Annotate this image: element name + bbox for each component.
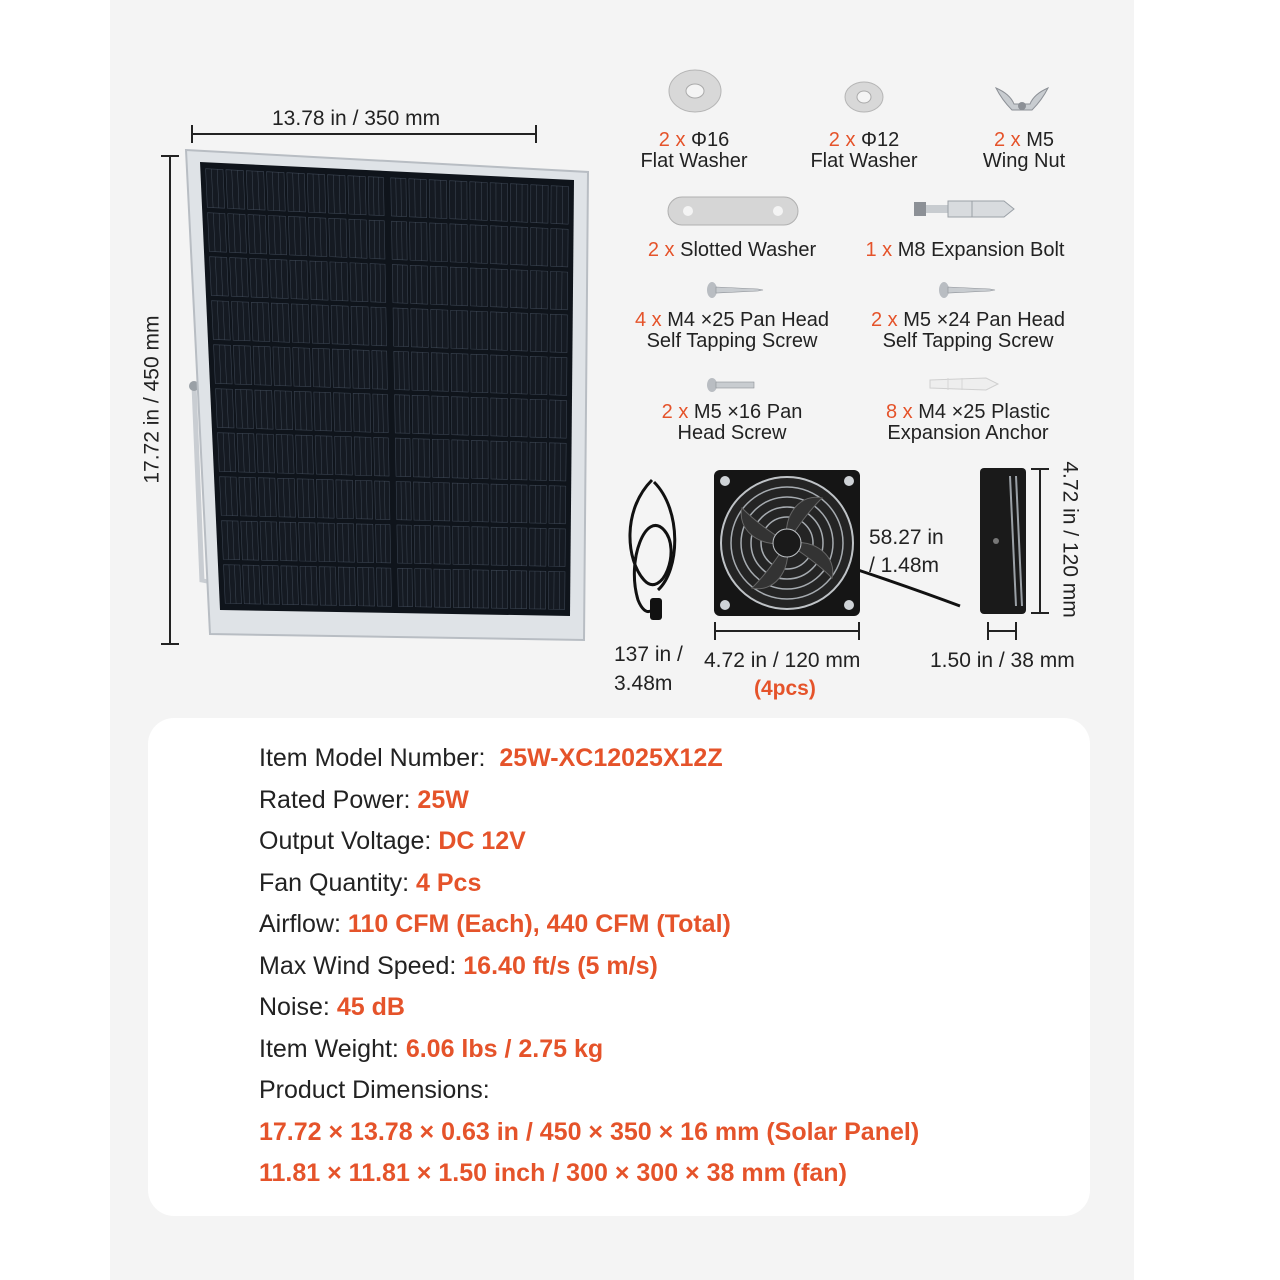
solar-cell: [470, 225, 487, 264]
self-tapping-screw-m4-icon: [706, 280, 764, 300]
solar-cell: [530, 356, 547, 394]
wing-nut-icon: [992, 84, 1052, 114]
solar-cell: [212, 301, 231, 340]
solar-cell: [268, 215, 287, 254]
solar-cell: [375, 481, 390, 520]
solar-cell: [337, 523, 354, 562]
solar-cell: [491, 355, 508, 393]
solar-cell: [276, 434, 294, 473]
accessory-plastic-anchor-label: 8 x M4 ×25 Plastic Expansion Anchor: [886, 401, 1050, 444]
plastic-anchor-icon: [928, 372, 1000, 396]
solar-cell: [491, 398, 508, 436]
solar-cell: [223, 565, 241, 604]
spec-output-voltage: Output Voltage: DC 12V: [259, 827, 526, 855]
solar-cell: [450, 224, 468, 263]
solar-cell: [356, 524, 373, 563]
solar-cell: [472, 527, 489, 565]
solar-cell: [412, 395, 429, 434]
solar-cell: [214, 345, 233, 384]
solar-cell: [230, 258, 249, 297]
accessory-wing-nut-label: 2 x M5 Wing Nut: [982, 129, 1066, 172]
solar-cell: [231, 301, 250, 340]
solar-cell: [355, 480, 372, 519]
fan-depth-dimension-line: [987, 630, 1017, 632]
solar-cell: [452, 440, 469, 478]
solar-cell: [530, 442, 547, 480]
solar-cell: [350, 263, 368, 302]
solar-cell: [413, 482, 430, 521]
solar-cell: [233, 345, 251, 384]
solar-cell: [415, 569, 432, 607]
solar-cell: [332, 349, 350, 388]
solar-cell: [296, 435, 314, 474]
spec-rated-power: Rated Power: 25W: [259, 786, 469, 814]
solar-cell: [551, 186, 569, 225]
solar-cell: [310, 261, 328, 300]
fan-cable-length-label: 58.27 in / 1.48m: [869, 526, 944, 577]
panel-width-label: 13.78 in / 350 mm: [272, 107, 441, 130]
solar-cell: [210, 257, 229, 296]
solar-cell: [368, 177, 384, 216]
solar-cell: [393, 308, 408, 347]
solar-cell: [372, 351, 388, 390]
solar-cell: [452, 483, 469, 521]
solar-cell: [357, 567, 374, 606]
solar-cell: [267, 172, 286, 211]
solar-cell: [491, 441, 508, 479]
solar-cell: [330, 262, 348, 301]
solar-cell: [218, 433, 236, 472]
spec-dimensions-fan: 11.81 × 11.81 × 1.50 inch / 300 × 300 × 38 mm (fan): [259, 1159, 847, 1187]
solar-cell: [550, 314, 567, 352]
solar-cell: [451, 397, 468, 436]
self-tapping-screw-m5-icon: [938, 280, 996, 300]
solar-cell: [257, 434, 275, 473]
solar-cell: [291, 304, 309, 343]
solar-cell: [228, 214, 247, 253]
solar-cell: [271, 303, 289, 342]
solar-cell: [451, 310, 468, 349]
spec-airflow: Airflow: 110 CFM (Each), 440 CFM (Total): [259, 910, 731, 938]
panel-width-dimension-line: [191, 133, 537, 135]
solar-cell: [316, 479, 334, 518]
solar-cell: [530, 271, 547, 309]
solar-cell: [369, 220, 385, 259]
solar-cell: [430, 266, 448, 305]
solar-cell: [391, 178, 407, 217]
solar-cell: [250, 258, 269, 297]
solar-cell: [491, 527, 507, 565]
fan-height-dimension-line: [1039, 468, 1041, 614]
solar-cell: [290, 260, 308, 299]
solar-cell: [510, 313, 527, 351]
solar-cell: [470, 182, 488, 221]
solar-cell: [313, 348, 331, 387]
solar-cell: [376, 568, 391, 606]
solar-cell: [279, 522, 297, 561]
solar-cell: [373, 394, 388, 433]
solar-cell: [550, 357, 567, 395]
solar-cell: [432, 396, 449, 435]
solar-cell: [490, 183, 507, 222]
solar-cell: [530, 485, 547, 523]
washer-16-icon: [666, 68, 724, 114]
accessory-expansion-bolt-label: 1 x M8 Expansion Bolt: [865, 239, 1065, 261]
solar-cell: [549, 443, 566, 481]
solar-cell: [208, 213, 227, 252]
solar-cell: [453, 569, 470, 607]
fan-side-image: [976, 466, 1032, 616]
panel-height-dimension-line: [169, 155, 171, 645]
solar-cell: [241, 521, 259, 560]
specifications-card: [148, 718, 1090, 1216]
solar-cell: [311, 305, 329, 344]
solar-cell: [216, 389, 234, 428]
solar-cell: [429, 180, 447, 219]
solar-cell: [294, 391, 312, 430]
solar-cell: [398, 568, 413, 606]
solar-cell: [275, 391, 293, 430]
solar-cell: [413, 439, 430, 478]
solar-cell: [433, 526, 450, 564]
solar-cell: [253, 346, 271, 385]
solar-cell: [471, 354, 488, 393]
solar-cell: [430, 223, 448, 262]
spec-noise: Noise: 45 dB: [259, 993, 405, 1021]
solar-cell: [336, 480, 354, 519]
accessory-washer-12-label: 2 x Φ12 Flat Washer: [810, 129, 918, 172]
spec-fan-quantity: Fan Quantity: 4 Pcs: [259, 869, 482, 897]
spec-model: Item Model Number: 25W-XC12025X12Z: [259, 744, 723, 772]
solar-cell: [529, 571, 545, 609]
solar-cell: [471, 311, 488, 350]
accessory-m4-screw-label: 4 x M4 ×25 Pan Head Self Tapping Screw: [634, 309, 830, 352]
solar-cell: [314, 392, 332, 431]
solar-cell: [258, 478, 276, 517]
solar-cell: [510, 399, 527, 437]
solar-cell: [549, 486, 566, 524]
pan-head-screw-icon: [706, 376, 756, 394]
solar-cell: [510, 184, 527, 223]
solar-cell: [453, 526, 470, 564]
solar-cell: [278, 478, 296, 517]
solar-cell: [315, 436, 333, 475]
solar-cell: [472, 484, 489, 522]
solar-cell: [491, 484, 508, 522]
solar-cell: [239, 477, 257, 516]
solar-cell: [243, 565, 261, 604]
solar-cell: [391, 221, 407, 260]
solar-cell: [333, 393, 351, 432]
solar-cell: [354, 437, 372, 476]
solar-cell: [335, 436, 353, 475]
solar-cell: [409, 222, 427, 261]
solar-cell: [353, 393, 371, 432]
solar-cell: [550, 271, 567, 309]
solar-cell: [411, 352, 428, 391]
solar-cell: [226, 170, 245, 209]
solar-cell: [255, 390, 273, 429]
solar-cell: [530, 399, 547, 437]
accessory-m5-screw-label: 2 x M5 ×24 Pan Head Self Tapping Screw: [870, 309, 1066, 352]
solar-cell: [510, 571, 526, 609]
solar-cell: [471, 440, 488, 478]
solar-cell: [376, 524, 391, 563]
accessory-washer-16-label: 2 x Φ16 Flat Washer: [640, 129, 748, 172]
solar-cell: [331, 305, 349, 344]
solar-cell: [370, 264, 386, 303]
solar-cell: [434, 569, 451, 607]
accessory-slotted-washer-label: 2 x Slotted Washer: [647, 239, 817, 261]
solar-cell: [319, 567, 336, 606]
solar-cell: [510, 227, 527, 266]
solar-cell: [470, 268, 487, 307]
solar-cell: [309, 217, 327, 256]
fan-width-label: 4.72 in / 120 mm: [704, 649, 861, 672]
fan-count-label: (4pcs): [754, 677, 816, 700]
solar-cell: [262, 565, 280, 604]
solar-cell: [409, 179, 427, 218]
solar-cell: [530, 528, 547, 566]
solar-cell: [371, 307, 387, 346]
solar-cell: [222, 521, 240, 560]
solar-cell: [510, 442, 527, 480]
solar-cell: [395, 395, 410, 434]
solar-cell: [551, 229, 569, 267]
solar-cell: [307, 174, 325, 213]
solar-cell: [300, 566, 318, 605]
solar-cell: [318, 523, 336, 562]
solar-cell: [396, 481, 411, 520]
solar-cell: [273, 347, 291, 386]
extension-cable-image: [612, 470, 696, 640]
solar-cell: [548, 571, 565, 609]
solar-cell: [432, 439, 449, 478]
solar-cell: [394, 351, 409, 390]
accessory-pan-head-screw-label: 2 x M5 ×16 Pan Head Screw: [661, 401, 803, 444]
solar-cell: [293, 348, 311, 387]
spec-dimensions-label: Product Dimensions:: [259, 1076, 490, 1104]
solar-cell: [530, 313, 547, 351]
solar-cell: [260, 522, 278, 561]
solar-cell: [237, 433, 255, 472]
solar-cell: [433, 483, 450, 521]
solar-cell: [299, 523, 317, 562]
solar-cell: [328, 175, 346, 214]
solar-panel-image: [180, 140, 600, 660]
solar-cell: [206, 169, 225, 209]
expansion-bolt-icon: [912, 190, 1016, 226]
solar-cell: [451, 353, 468, 392]
solar-cell: [395, 438, 410, 477]
solar-cell: [510, 270, 527, 309]
solar-cell: [531, 185, 549, 224]
solar-cell: [392, 265, 408, 304]
solar-cell: [490, 269, 507, 308]
fan-height-label: 4.72 in / 120 mm: [1058, 461, 1082, 618]
solar-cell: [374, 437, 389, 476]
solar-cell: [471, 397, 488, 435]
solar-cell: [510, 528, 526, 566]
solar-cell: [329, 218, 347, 257]
solar-cell: [220, 477, 238, 516]
panel-height-label: 17.72 in / 450 mm: [140, 315, 164, 484]
solar-cell: [281, 566, 299, 605]
solar-cell: [411, 309, 429, 348]
solar-cell: [248, 215, 267, 254]
solar-cell: [348, 176, 366, 215]
solar-cell: [472, 570, 488, 608]
solar-cell: [491, 570, 507, 608]
solar-cell: [431, 309, 448, 348]
solar-cell: [349, 219, 367, 258]
spec-item-weight: Item Weight: 6.06 lbs / 2.75 kg: [259, 1035, 604, 1063]
solar-cell: [297, 479, 315, 518]
solar-cell: [449, 181, 467, 220]
solar-cell: [352, 350, 370, 389]
solar-cell: [410, 265, 428, 304]
solar-cell: [490, 226, 507, 265]
cable-length-label: 137 in / 3.48m: [614, 643, 683, 695]
solar-cell: [287, 173, 306, 212]
solar-cell: [351, 306, 369, 345]
solar-cell: [338, 567, 355, 606]
solar-cell: [431, 353, 448, 392]
spec-max-wind-speed: Max Wind Speed: 16.40 ft/s (5 m/s): [259, 952, 658, 980]
fan-depth-label: 1.50 in / 38 mm: [930, 649, 1075, 672]
solar-cell: [270, 259, 288, 298]
solar-cell: [251, 302, 269, 341]
spec-dimensions-panel: 17.72 × 13.78 × 0.63 in / 450 × 350 × 16 mm (Solar Panel): [259, 1118, 920, 1146]
solar-cell: [235, 389, 253, 428]
solar-cell: [549, 400, 566, 438]
solar-cell: [510, 485, 527, 523]
slotted-washer-icon: [666, 194, 800, 228]
washer-12-icon: [843, 80, 885, 114]
solar-cell: [450, 267, 467, 306]
solar-cell: [246, 171, 265, 210]
solar-cell: [510, 356, 527, 394]
solar-cell: [549, 529, 566, 567]
solar-cell: [531, 228, 548, 267]
solar-cell: [491, 312, 508, 351]
solar-cell: [414, 525, 431, 563]
solar-cell: [397, 525, 412, 563]
fan-width-dimension-line: [714, 630, 860, 632]
solar-cell: [288, 216, 306, 255]
